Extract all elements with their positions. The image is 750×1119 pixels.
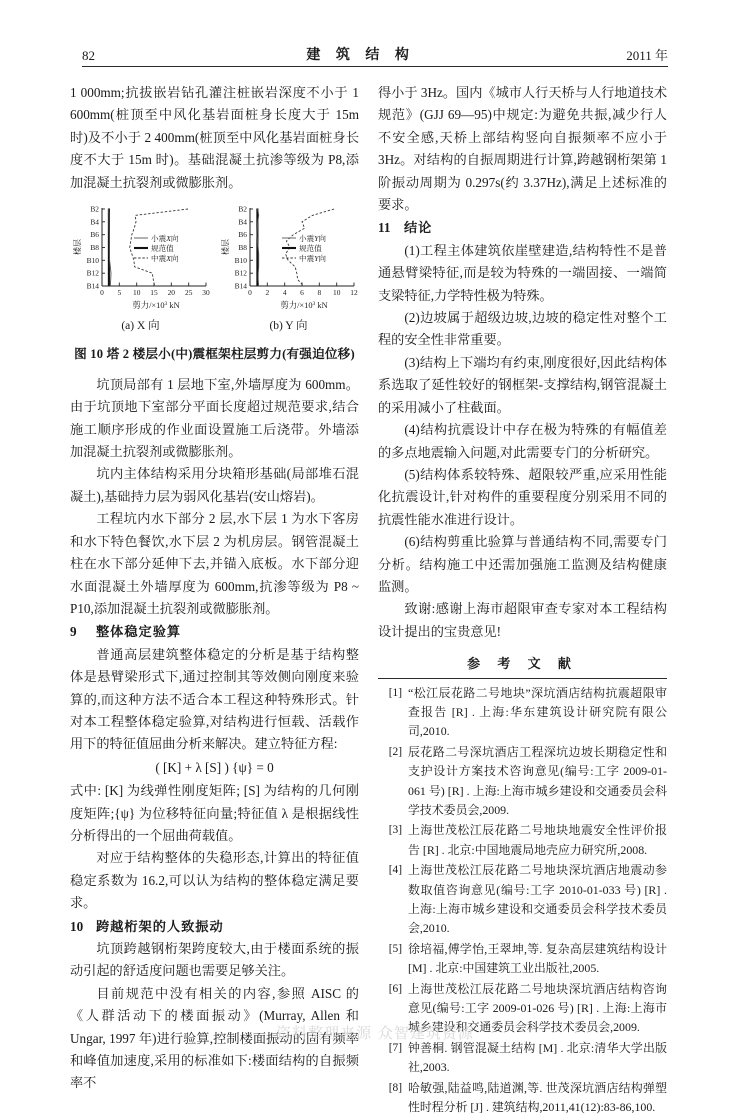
reference-number: [7] (388, 1041, 402, 1054)
reference-number: [1] (388, 686, 402, 699)
svg-text:B2: B2 (90, 204, 99, 214)
svg-text:B8: B8 (90, 243, 99, 253)
reference-text: 哈敏强,陆益鸣,陆道渊,等. 世茂深坑酒店结构弹塑性时程分析 [J] . 建筑结构,2011,41(12):83-86,100. (408, 1080, 667, 1115)
svg-text:B14: B14 (234, 281, 247, 291)
conclusion-item: (3)结构上下端均有约束,刚度很好,因此结构体系选取了延性较好的钢框架-支撑结构,钢管混凝土的采用减小了柱截面。 (378, 354, 667, 415)
paragraph: 得小于 3Hz。国内《城市人行天桥与人行地道技术规范》(GJJ 69—95)中规定:为避免共振,减少行人不安全感,天桥上部结构竖向自振频率不应小于 3Hz。对结构的自振周期进行计算,跨越钢桁架第 1 阶振动周期为 0.297s(约 3.37Hz),满足上述标准的要求。 (378, 85, 668, 213)
section-heading-10 (70, 916, 359, 938)
reference-text: 徐培福,傅学怡,王翠坤,等. 复杂高层建筑结构设计 [M] . 北京:中国建筑工业出版社,2005. (408, 941, 667, 976)
reference-number: [8] (388, 1081, 402, 1094)
reference-number: [3] (388, 824, 402, 837)
chart-a-svg (70, 202, 211, 314)
page-number: 82 (82, 48, 95, 63)
section-title: 跨越桁架的人致振动 (96, 918, 224, 934)
conclusion-item: (4)结构抗震设计中存在极为特殊的有幅值差的多点地震输入问题,对此需要专门的分析研究。 (378, 422, 667, 460)
reference-item (378, 684, 667, 742)
journal-title: 建 筑 结 构 (306, 48, 415, 63)
reference-number: [2] (388, 745, 402, 758)
svg-text:中震Y向: 中震Y向 (299, 253, 327, 263)
reference-item (378, 821, 667, 860)
section-number: 10 (70, 918, 84, 934)
svg-text:B4: B4 (90, 217, 99, 227)
paragraph: 坑顶跨越钢桁架跨度较大,由于楼面系统的振动引起的舒适度问题也需要足够关注。 (70, 941, 359, 979)
reference-item (378, 1079, 667, 1118)
conclusion-item: (1)工程主体建筑依崖壁建造,结构特性不是普通悬臂梁特征,而是较为特殊的一端固接、一端简支梁特征,力学特性极为特殊。 (378, 242, 667, 303)
reference-item (378, 940, 667, 979)
svg-text:25: 25 (185, 288, 193, 298)
svg-text:B6: B6 (90, 230, 99, 240)
section-number: 9 (70, 624, 77, 640)
acknowledgement: 致谢:感谢上海市超限审查专家对本工程结构设计提出的宝贵意见! (378, 601, 667, 639)
svg-text:剪力/×103 kN: 剪力$/\times 10^3$ kN (132, 301, 180, 311)
paragraph: 对应于结构整体的失稳形态,计算出的特征值稳定系数为 16.2,可以认为结构的整体稳定满足要求。 (70, 850, 359, 911)
conclusion-item: (2)边坡属于超级边坡,边坡的稳定性对整个工程的安全性非常重要。 (378, 310, 667, 348)
reference-item (378, 743, 667, 821)
svg-text:10: 10 (333, 288, 341, 298)
svg-text:规范值: 规范值 (299, 243, 322, 253)
references-heading: 参 考 文 献 (467, 656, 578, 672)
chart-b-svg (218, 202, 359, 314)
reference-text: 上海世茂松江辰花路二号地块深坑酒店地震动参数取值咨询意见(编号:工字 2010-01-033 号) [R] . 上海:上海市城乡建设和交通委员会科学技术委员会,2010. (408, 863, 667, 936)
reference-item (378, 861, 667, 939)
paragraph: 普通高层建筑整体稳定的分析是基于结构整体是悬臂梁形式下,通过控制其等效侧向刚度来验算的,而这种方法不适合本工程这种特殊形式。针对本工程整体稳定验算,对结构进行恒载、活载作用下的特征值屈曲分析来解决。建立特征方程: (70, 646, 359, 752)
svg-text:B14: B14 (86, 281, 99, 291)
svg-text:B4: B4 (238, 217, 247, 227)
running-head (82, 44, 668, 64)
reference-text: 上海世茂松江辰花路二号地块深坑酒店结构咨询意见(编号:工字 2009-01-026 号) [R] . 上海:上海市城乡建设和交通委员会科学技术委员会,2009. (408, 981, 667, 1035)
chart-b-caption: (b) Y 向 (269, 320, 308, 333)
svg-text:5: 5 (117, 288, 122, 298)
reference-text: “松江辰花路二号地块”深坑酒店结构抗震超限审查报告 [R] . 上海:华东建筑设计研究院有限公司,2010. (408, 685, 667, 739)
left-column (70, 82, 359, 1095)
conclusion-item: (6)结构剪重比验算与普通结构不同,需要专门分析。结构施工中还需加强施工监测及结构健康监测。 (378, 534, 667, 594)
svg-text:B10: B10 (234, 255, 247, 265)
svg-text:20: 20 (167, 288, 175, 298)
svg-text:6: 6 (300, 288, 304, 298)
figure-10 (70, 202, 359, 366)
svg-text:中震X向: 中震X向 (151, 253, 179, 263)
svg-text:10: 10 (133, 288, 141, 298)
header-divider (82, 66, 668, 67)
equation: ( [K] + λ [S] ) {ψ} = 0 (155, 759, 274, 775)
chart-a (70, 202, 211, 337)
svg-text:0: 0 (100, 288, 104, 298)
paragraph: 目前规范中没有相关的内容,参照 AISC 的《人群活动下的楼面振动》(Murray, Allen 和 Ungar, 1997 年)进行验算,控制楼面振动的固有频率和峰值加速度,采用的标准如下:楼面结构的自振频率不 (70, 985, 359, 1091)
reference-number: [6] (388, 982, 402, 995)
reference-text: 钟善桐. 钢管混凝土结构 [M] . 北京:清华大学出版社,2003. (408, 1040, 667, 1075)
svg-text:规范值: 规范值 (151, 243, 174, 253)
svg-text:4: 4 (282, 288, 287, 298)
publication-year: 2011 年 (626, 48, 668, 63)
svg-text:楼层: 楼层 (73, 239, 82, 256)
svg-text:B2: B2 (238, 204, 247, 214)
section-title: 整体稳定验算 (96, 624, 182, 640)
paragraph: 1 000mm;抗拔嵌岩钻孔灌注桩嵌岩深度不小于 1 600mm(桩顶至中风化基岩面桩身长度大于 15m 时)及不小于 2 400mm(桩顶至中风化基岩面桩身长度不大于 15m 时)。基础混凝土抗渗等级为 P8,添加混凝土抗裂剂或微膨胀剂。 (70, 85, 359, 190)
reference-number: [5] (388, 942, 402, 955)
paragraph: 坑内主体结构采用分块箱形基础(局部堆石混凝土),基础持力层为弱风化基岩(安山熔岩)。 (70, 466, 359, 504)
svg-text:楼层: 楼层 (221, 239, 230, 256)
right-column (378, 82, 667, 1119)
references-divider (378, 678, 667, 679)
chart-b (218, 202, 359, 337)
reference-text: 辰花路二号深坑酒店工程深坑边坡长期稳定性和支护设计方案技术咨询意见(编号:工字 2009-01-061 号) [R] . 上海:上海市城乡建设和交通委员会科学技术委员会,2009. (408, 744, 667, 817)
section-heading-9 (70, 621, 359, 643)
svg-text:B12: B12 (234, 268, 247, 278)
paragraph: 工程坑内水下部分 2 层,水下层 1 为水下客房和水下特色餐饮,水下层 2 为机房层。钢管混凝土柱在水下部分延伸下去,并锚入底板。水下部分迎水面混凝土外墙厚度为 600mm,抗渗等级为 P8 ~ P10,添加混凝土抗裂剂或微膨胀剂。 (70, 511, 359, 616)
watermark: 资料整理来源 众智建筑资源 (276, 1024, 474, 1042)
section-number: 11 (378, 220, 391, 236)
svg-text:剪力/×103 kN: 剪力$/\times 10^3$ kN (280, 301, 328, 311)
paragraph: 坑顶局部有 1 层地下室,外墙厚度为 600mm。由于坑顶地下室部分平面长度超过规范要求,结合施工顺序形成的作业面设置施工后浇带。外墙添加混凝土抗裂剂或微膨胀剂。 (70, 376, 359, 460)
svg-text:小震X向: 小震X向 (151, 233, 179, 243)
svg-text:0: 0 (248, 288, 252, 298)
svg-text:30: 30 (202, 288, 210, 298)
svg-text:B6: B6 (238, 230, 247, 240)
svg-text:8: 8 (317, 288, 322, 298)
reference-number: [4] (388, 864, 402, 877)
svg-text:12: 12 (350, 288, 358, 298)
section-title: 结论 (404, 220, 433, 236)
svg-text:B12: B12 (86, 268, 99, 278)
figure-charts (70, 202, 359, 337)
figure-caption: 图 10 塔 2 楼层小(中)震框架柱层剪力(有强迫位移) (74, 347, 355, 362)
conclusion-item: (5)结构体系较特殊、超限较严重,应采用性能化抗震设计,针对构件的重要程度分别采用不同的抗震性能水准进行设计。 (378, 466, 667, 527)
svg-text:B10: B10 (86, 255, 99, 265)
reference-item (378, 1039, 667, 1078)
svg-text:2: 2 (265, 288, 270, 298)
svg-text:B8: B8 (238, 243, 247, 253)
svg-text:15: 15 (150, 288, 158, 298)
svg-text:小震Y向: 小震Y向 (299, 233, 327, 243)
paragraph: 式中: [K] 为线弹性刚度矩阵; [S] 为结构的几何刚度矩阵;{ψ} 为位移特征向量;特征值 λ 是根据线性分析得出的一个屈曲荷载值。 (70, 783, 359, 843)
chart-a-caption: (a) X 向 (121, 320, 160, 333)
reference-text: 上海世茂松江辰花路二号地块地震安全性评价报告 [R] . 北京:中国地震局地壳应力研究所,2008. (408, 823, 667, 857)
section-heading-11 (378, 217, 667, 239)
